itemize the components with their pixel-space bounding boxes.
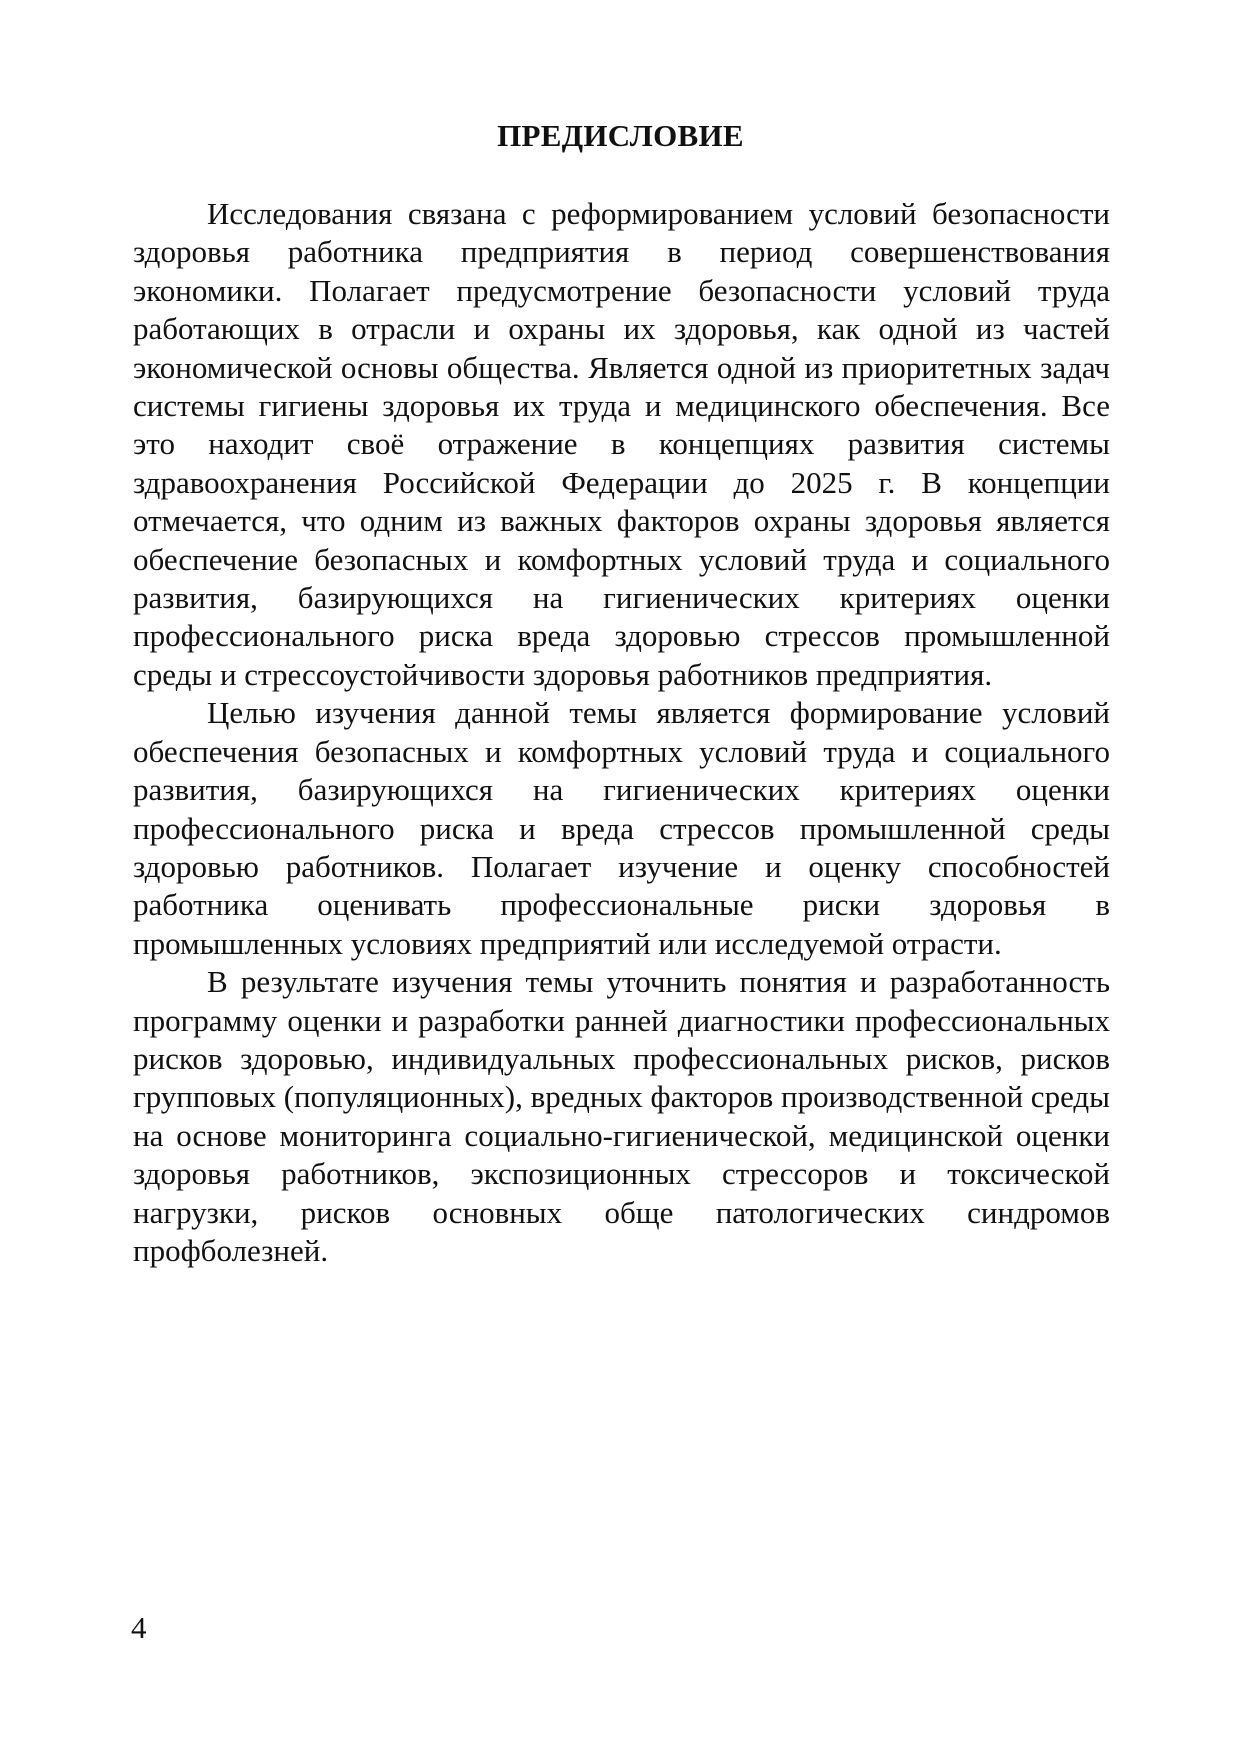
paragraph-1: Исследования связана с реформированием условий безопасности здоровья работника предприятия в период совершенствования экономики. Полагает предусмотрение безопасности условий труда работающих в отрасли и охраны их здоровья, как одной из частей экономической основы общества. Является одной из приоритетных задач системы гигиены здоровья их труда и медицинского обеспечения. Все это находит своё отражение в концепциях развития системы здравоохранения Российской Федерации до 2025 г. В концепции отмечается, что одним из важных факторов охраны здоровья является обеспечение безопасных и комфортных условий труда и социального развития, базирующихся на гигиенических критериях оценки профессионального риска вреда здоровью стрессов промышленной среды и стрессоустойчивости здоровья работников предприятия.: [133, 196, 1110, 692]
page-number: 4: [131, 1610, 147, 1645]
paragraph-2: Целью изучения данной темы является формирование условий обеспечения безопасных и комфортных условий труда и социального развития, базирующихся на гигиенических критериях оценки профессионального риска и вреда стрессов промышленной среды здоровью работников. Полагает изучение и оценку способностей работника оценивать профессиональные риски здоровья в промышленных условиях предприятий или исследуемой отрасти.: [133, 695, 1110, 961]
page-title: ПРЕДИСЛОВИЕ: [497, 118, 744, 153]
body-text: [133, 195, 1110, 1270]
paragraph-3: В результате изучения темы уточнить понятия и разработанность программу оценки и разработки ранней диагностики профессиональных рисков здоровью, индивидуальных профессиональных рисков, рисков групповых (популяционных), вредных факторов производственной среды на основе мониторинга социально-гигиенической, медицинской оценки здоровья работников, экспозиционных стрессоров и токсической нагрузки, рисков основных обще патологических синдромов профболезней.: [133, 964, 1111, 1268]
